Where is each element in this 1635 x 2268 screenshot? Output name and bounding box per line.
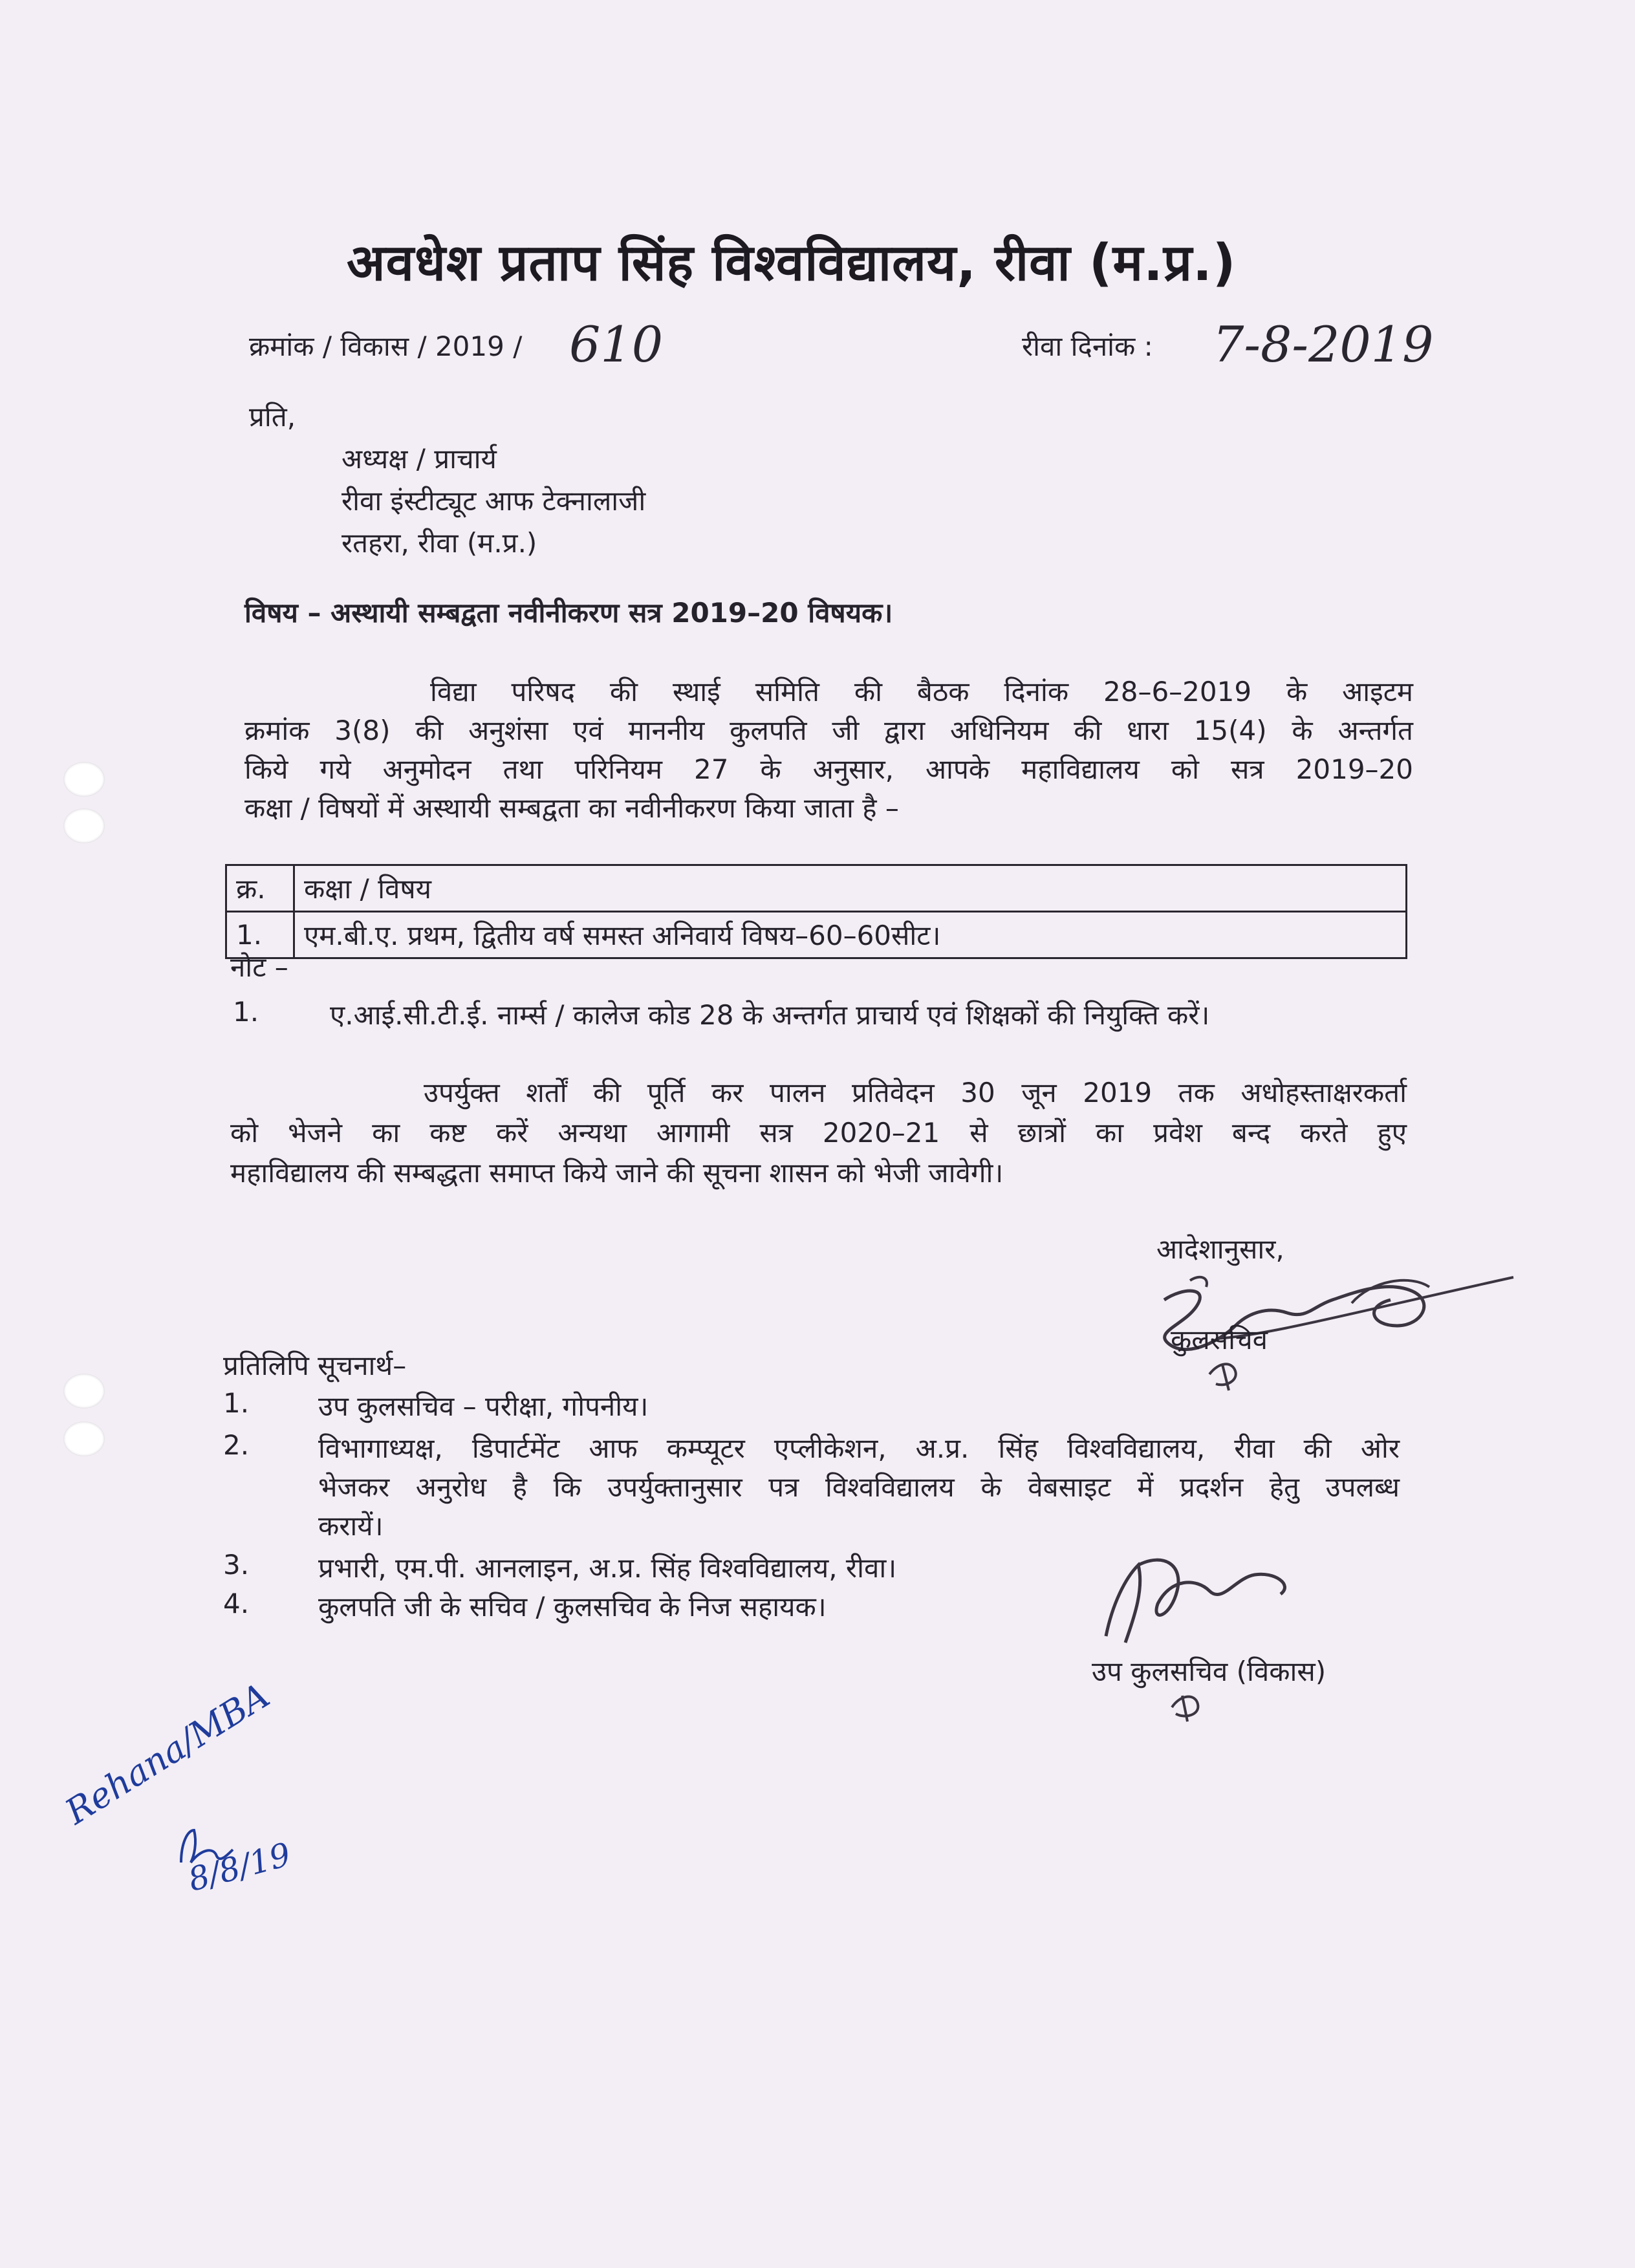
body-para1-line-3: किये गये अनुमोदन तथा परिनियम 27 के अनुसार, आपके महाविद्यालय को सत्र 2019–20: [244, 753, 1413, 785]
copy-item-4-text: कुलपति जी के सचिव / कुलसचिव के निज सहायक।: [318, 1591, 827, 1623]
date-label: रीवा दिनांक :: [1022, 330, 1153, 362]
punch-hole-4: [63, 1421, 105, 1456]
note-label: नोट –: [230, 951, 288, 983]
body-para2-line-1: उपर्युक्त शर्तों की पूर्ति कर पालन प्रतिवेदन 30 जून 2019 तक अधोहस्ताक्षरकर्ता: [424, 1077, 1407, 1108]
date-value: 7-8-2019: [1213, 316, 1434, 373]
to-label: प्रति,: [249, 401, 296, 433]
copy-item-3-number: 3.: [223, 1549, 250, 1581]
body-para1-line-4: कक्षा / विषयों में अस्थायी सम्बद्वता का नवीनीकरण किया जाता है –: [244, 792, 899, 824]
order-text: आदेशानुसार,: [1156, 1233, 1284, 1265]
registrar-designation: कुलसचिव: [1171, 1324, 1268, 1355]
copy-label: प्रतिलिपि सूचनार्थ–: [223, 1350, 407, 1381]
body-para1-line-1: विद्या परिषद की स्थाई समिति की बैठक दिनांक 28–6–2019 के आइटम: [430, 676, 1413, 707]
body-para2-line-2: को भेजने का कष्ट करें अन्यथा आगामी सत्र 2020–21 से छात्रों का प्रवेश बन्द करते हुए: [230, 1117, 1407, 1149]
handwritten-note-line-2: 8/8/19: [184, 1835, 295, 1899]
subject-line: विषय – अस्थायी सम्बद्वता नवीनीकरण सत्र 2019–20 विषयक।: [244, 597, 893, 629]
address-line-2: रीवा इंस्टीट्यूट आफ टेक्नालाजी: [341, 485, 646, 517]
note-item-text: ए.आई.सी.टी.ई. नार्म्स / कालेज कोड 28 के अन्तर्गत प्राचार्य एवं शिक्षकों की नियुक्ति करें।: [330, 999, 1210, 1031]
punch-hole-1: [63, 762, 105, 797]
class-subject-table: [225, 864, 1407, 959]
copy-item-1-text: उप कुलसचिव – परीक्षा, गोपनीय।: [318, 1390, 649, 1422]
note-item-number: 1.: [233, 996, 259, 1028]
reference-prefix: क्रमांक / विकास / 2019 /: [249, 330, 523, 362]
university-title: अवधेश प्रताप सिंह विश्वविद्यालय, रीवा (म.प्र.): [347, 234, 1237, 292]
body-para2-line-3: महाविद्यालय की सम्बद्धता समाप्त किये जाने की सूचना शासन को भेजी जावेगी।: [230, 1157, 1004, 1189]
copy-item-2-line-1: विभागाध्यक्ष, डिपार्टमेंट आफ कम्प्यूटर एप्लीकेशन, अ.प्र. सिंह विश्वविद्यालय, रीवा की ओर: [318, 1432, 1400, 1464]
table-header-row: [226, 865, 1407, 912]
table-header-subject: कक्षा / विषय: [294, 865, 1407, 912]
punch-hole-3: [63, 1374, 105, 1409]
body-para1-line-2: क्रमांक 3(8) की अनुशंसा एवं माननीय कुलपति जी द्वारा अधिनियम की धारा 15(4) के अन्तर्गत: [244, 715, 1413, 746]
copy-item-2-number: 2.: [223, 1429, 250, 1461]
copy-item-3-text: प्रभारी, एम.पी. आनलाइन, अ.प्र. सिंह विश्वविद्यालय, रीवा।: [318, 1552, 897, 1584]
registrar-stamp-mark: [1203, 1352, 1248, 1397]
copy-item-2-line-2: भेजकर अनुरोध है कि उपर्युक्तानुसार पत्र विश्वविद्यालय के वेबसाइट में प्रदर्शन हेतु उपलब्ध: [318, 1471, 1400, 1503]
punch-hole-2: [63, 808, 105, 843]
registrar-signature: [1138, 1242, 1526, 1390]
address-line-1: अध्यक्ष / प्राचार्य: [341, 443, 497, 475]
copy-item-4-number: 4.: [223, 1588, 250, 1619]
deputy-registrar-signature: [1087, 1539, 1319, 1656]
table-cell-subject: एम.बी.ए. प्रथम, द्वितीय वर्ष समस्त अनिवार्य विषय–60–60सीट।: [294, 912, 1407, 958]
reference-number: 610: [569, 316, 664, 373]
table-cell-serial: 1.: [226, 912, 294, 958]
table-header-serial: क्र.: [226, 865, 294, 912]
handwritten-note-line-1: Rehana/MBA: [58, 1674, 277, 1833]
deputy-registrar-stamp-mark: [1164, 1681, 1209, 1727]
copy-item-1-number: 1.: [223, 1387, 250, 1419]
address-line-3: रतहरा, रीवा (म.प्र.): [341, 527, 537, 559]
table-row: [226, 912, 1407, 958]
deputy-registrar-designation: उप कुलसचिव (विकास): [1092, 1656, 1326, 1687]
copy-item-2-line-3: करायें।: [318, 1510, 384, 1542]
